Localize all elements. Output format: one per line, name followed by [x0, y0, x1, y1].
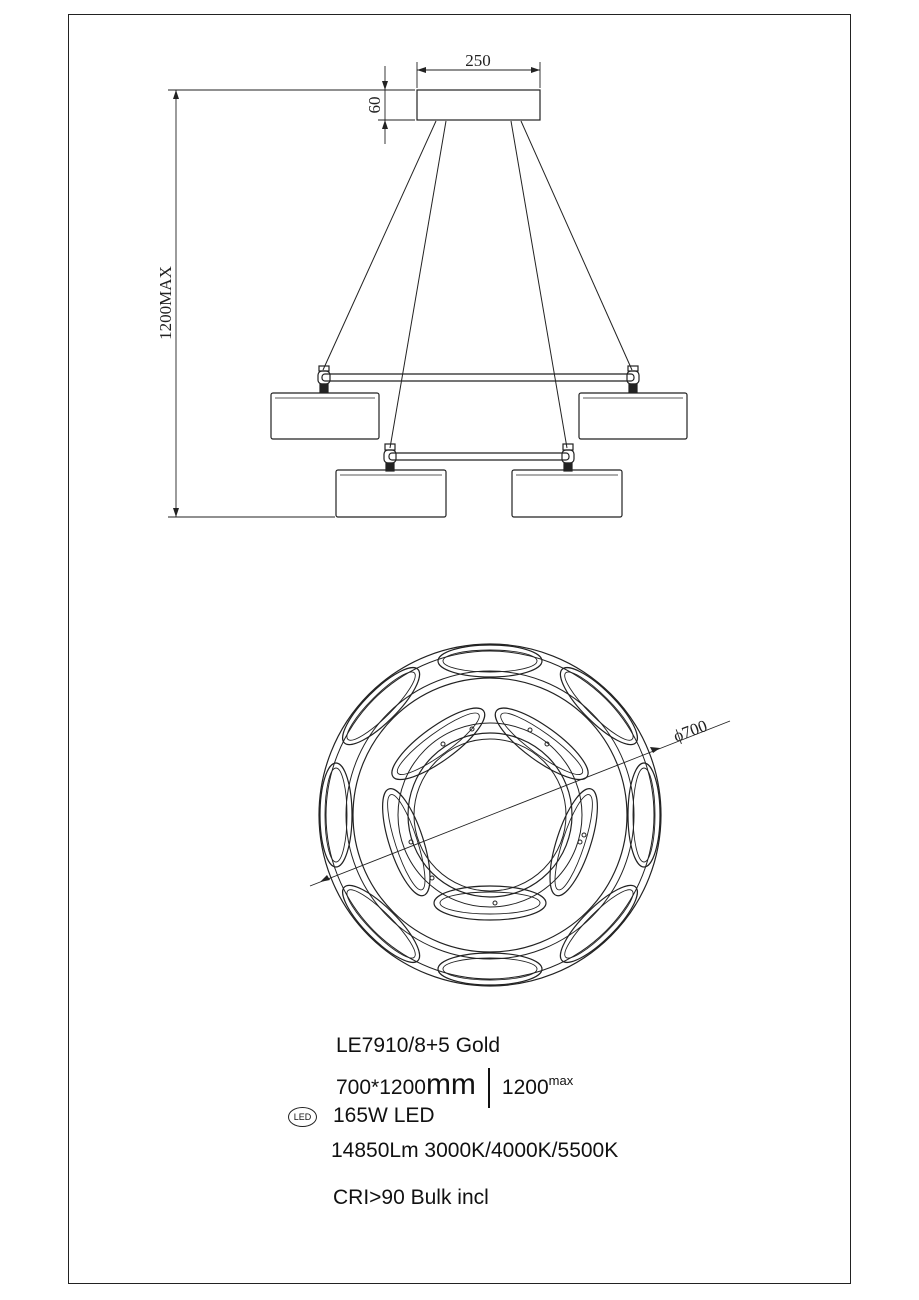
upper-ring-profile	[271, 366, 687, 439]
model-number: LE7910/8+5 Gold	[336, 1034, 501, 1057]
outer-lamp-ellipse-1	[443, 650, 537, 672]
overall-height-label: 1200MAX	[156, 266, 175, 340]
diameter-dimension-line	[310, 721, 730, 886]
outer-lamp-ellipse-2	[551, 658, 647, 754]
cri-spec: CRI>90 Bulk incl	[333, 1186, 489, 1209]
outer-lamp-ellipse-6	[340, 883, 422, 965]
size-value: 700*1200	[336, 1076, 426, 1099]
lumen-spec: 14850Lm 3000K/4000K/5500K	[331, 1139, 619, 1162]
outer-lamp-ellipse-2	[558, 665, 640, 747]
inner-lamp-ellipse-3	[383, 697, 494, 790]
divider	[488, 1068, 490, 1108]
mount-dot-5	[493, 901, 497, 905]
size-line	[336, 1068, 573, 1108]
led-icon: LED	[288, 1107, 317, 1127]
outer-lamp-ellipse-7	[325, 768, 347, 862]
mount-dot-3	[528, 728, 532, 732]
inner-lamp-ellipse-4	[486, 697, 597, 790]
outer-lamp-ellipse-8	[333, 658, 429, 754]
canopy-width-label: 250	[465, 51, 491, 70]
plan-view	[310, 644, 730, 986]
inner-lamp-ellipse-2	[373, 784, 440, 901]
mount-dot-8	[578, 840, 582, 844]
outer-lamp-ellipse-6	[333, 876, 429, 972]
side-elevation	[156, 51, 687, 517]
outer-lamp-ellipse-4	[558, 883, 640, 965]
outer-lamp-ellipse-5	[443, 958, 537, 980]
height-sup: max	[548, 1073, 574, 1088]
mount-dot-1	[441, 742, 445, 746]
lower-shade-left	[336, 470, 446, 517]
canopy-height-label: 60	[365, 96, 384, 114]
outer-lamp-ellipse-4	[551, 876, 647, 972]
upper-shade-right	[579, 393, 687, 439]
suspension-cables	[323, 121, 632, 448]
mount-dot-7	[430, 876, 434, 880]
diameter-label: ϕ700	[670, 716, 710, 746]
mount-dot-9	[582, 833, 586, 837]
size-unit: mm	[425, 1068, 476, 1101]
outer-lamp-ellipse-8	[340, 665, 422, 747]
outer-lamp-ellipse-3	[633, 768, 655, 862]
inner-lamp-ellipse-3	[391, 706, 485, 783]
height-value: 1200	[501, 1076, 549, 1099]
power-spec: 165W LED	[333, 1104, 435, 1127]
lower-shade-right	[512, 470, 622, 517]
inner-lamp-ellipse-5	[540, 784, 607, 901]
lower-ring-profile	[336, 444, 622, 517]
canopy	[417, 90, 540, 120]
inner-lamp-ellipse-4	[495, 706, 589, 783]
upper-shade-left	[271, 393, 379, 439]
inner-lamp-ellipse-1	[440, 892, 540, 914]
